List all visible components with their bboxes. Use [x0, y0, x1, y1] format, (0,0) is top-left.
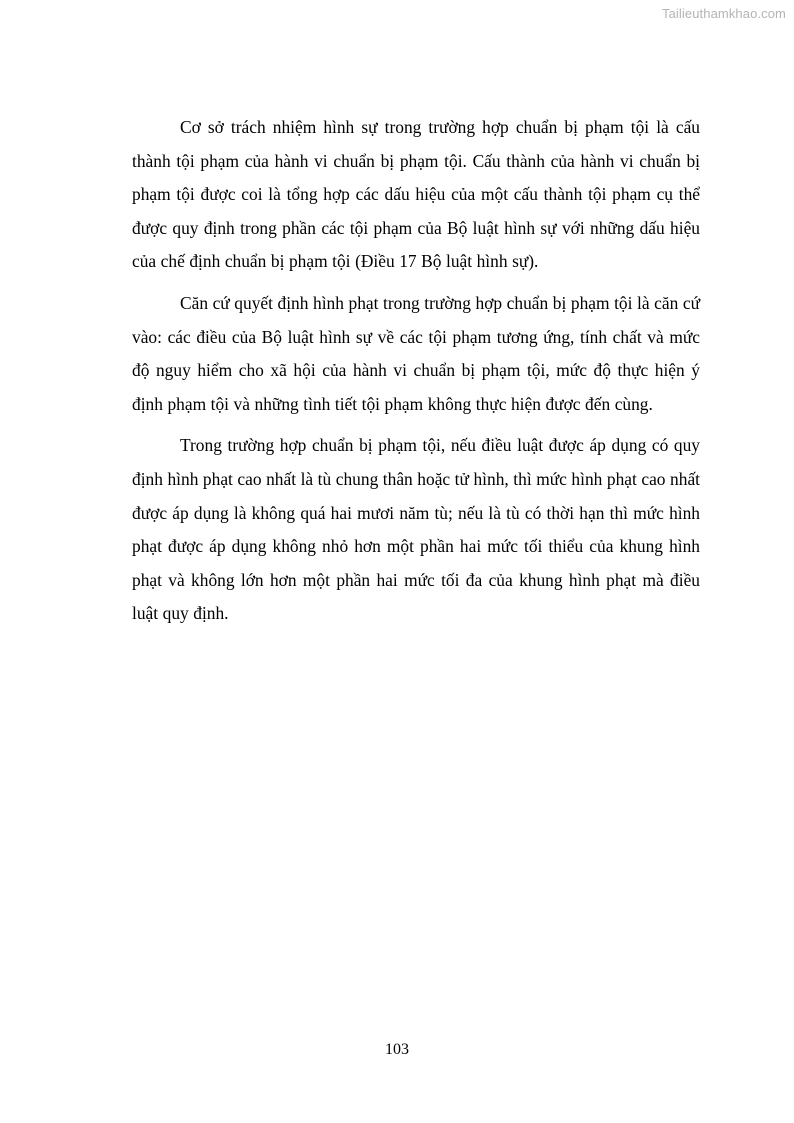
page-number: 103	[385, 1041, 409, 1058]
paragraph-penalty-limits: Trong trường hợp chuẩn bị phạm tội, nếu điều luật được áp dụng có quy định hình phạt cao nhất là tù chung thân hoặc tử hình, thì mức hình phạt cao nhất được áp dụng là không quá hai mươi năm tù; nếu là tù có thời hạn thì mức hình phạt được áp dụng không nhỏ hơn một phần hai mức tối thiểu của khung hình phạt và không lớn hơn một phần hai mức tối đa của khung hình phạt mà điều luật quy định.	[132, 435, 700, 624]
watermark-text: Tailieuthamkhao.com	[661, 6, 786, 21]
document-body	[132, 111, 700, 639]
paragraph-sentencing-grounds: Căn cứ quyết định hình phạt trong trường hợp chuẩn bị phạm tội là căn cứ vào: các điều của Bộ luật hình sự về các tội phạm tương ứng, tính chất và mức độ nguy hiểm cho xã hội của hành vi chuẩn bị phạm tội, mức độ thực hiện ý định phạm tội và những tình tiết tội phạm không thực hiện được đến cùng.	[132, 292, 700, 414]
paragraph-criminal-liability-basis: Cơ sở trách nhiệm hình sự trong trường hợp chuẩn bị phạm tội là cấu thành tội phạm của hành vi chuẩn bị phạm tội. Cấu thành của hành vi chuẩn bị phạm tội được coi là tổng hợp các dấu hiệu của một cấu thành tội phạm cụ thể được quy định trong phần các tội phạm của Bộ luật hình sự với những dấu hiệu của chế định chuẩn bị phạm tội (Điều 17 Bộ luật hình sự).	[132, 117, 700, 272]
